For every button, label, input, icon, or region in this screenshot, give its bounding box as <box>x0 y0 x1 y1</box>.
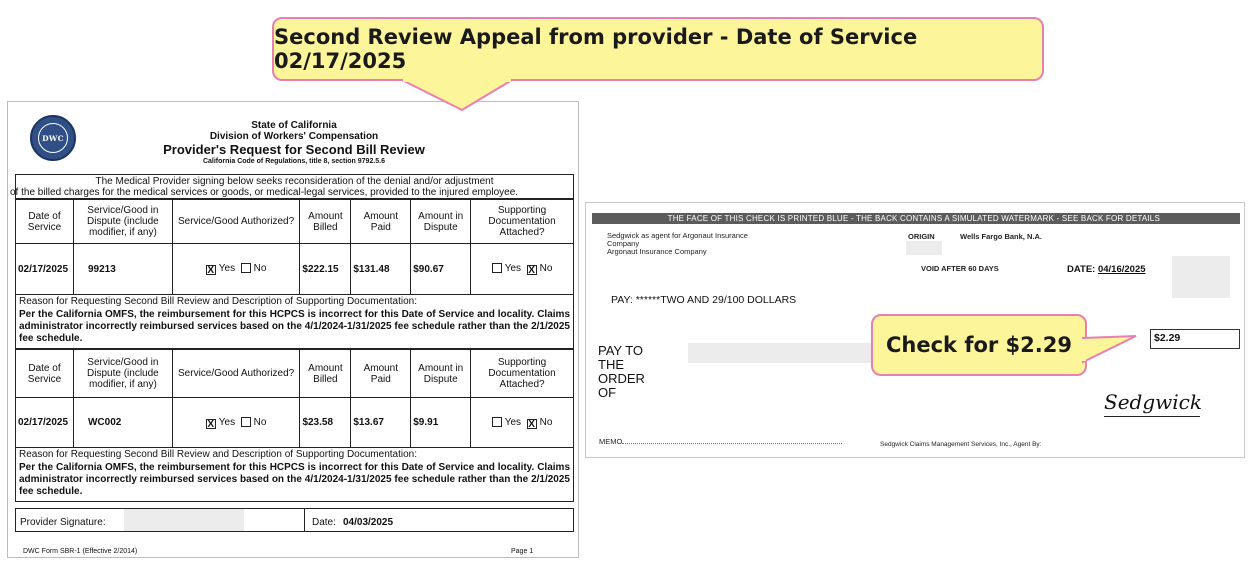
redacted-field <box>906 241 942 255</box>
col-billed: Amount Billed <box>300 200 351 244</box>
form-title: Provider's Request for Second Bill Review <box>163 142 425 157</box>
amount-billed: $23.58 <box>300 398 351 448</box>
signature-field[interactable] <box>124 509 244 531</box>
amount-paid: $131.48 <box>351 244 411 295</box>
col-billed: Amount Billed <box>300 350 351 398</box>
pay-amount-words: PAY: ******TWO AND 29/100 DOLLARS <box>611 294 797 306</box>
bank-name: Wells Fargo Bank, N.A. <box>960 232 1042 241</box>
authorized-yes-checkbox[interactable]: X <box>207 418 215 430</box>
service-date: 02/17/2025 <box>16 398 74 448</box>
docs-checkboxes[interactable]: Yes X No <box>471 244 574 295</box>
dwc-seal-logo: DWC <box>30 115 76 161</box>
check-callout <box>871 314 1087 376</box>
form-footer-id: DWC Form SBR-1 (Effective 2/2014) <box>23 548 138 555</box>
payee-redacted <box>688 343 878 363</box>
amount-dispute: $9.91 <box>411 398 471 448</box>
form-division: Division of Workers' Compensation <box>209 131 379 142</box>
docs-no-checkbox[interactable]: X <box>528 418 535 430</box>
signature-date: 04/03/2025 <box>343 517 394 528</box>
authorized-no-checkbox[interactable] <box>241 417 251 427</box>
reason-text: Per the California OMFS, the reimbursement for this HCPCS is incorrect for this Date of Service and locality. Claims administrator incorrectly reimbursed services based on the 4/1/2024-1/31/2025 fee schedule rather than the 2/1/2025 fee schedule. <box>19 462 570 497</box>
reason-label: Reason for Requesting Second Bill Review and Description of Supporting Documentation: <box>19 449 418 460</box>
authorized-yes-checkbox[interactable]: X <box>207 265 215 276</box>
dispute-table-1 <box>15 199 574 295</box>
memo-label: MEMO <box>599 437 623 446</box>
col-authorized: Service/Good Authorized? <box>172 350 300 398</box>
col-paid: Amount Paid <box>351 350 411 398</box>
agent-line: Sedgwick Claims Management Services, Inc., Agent By: <box>880 441 1042 448</box>
reason-label: Reason for Requesting Second Bill Review and Description of Supporting Documentation: <box>19 296 418 307</box>
col-dispute: Amount in Dispute <box>411 200 471 244</box>
reason-text: Per the California OMFS, the reimbursement for this HCPCS is incorrect for this Date of Service and locality. Claims administrator incorrectly reimbursed services based on the 4/1/2024-1/31/2025 fee schedule rather than the 2/1/2025 fee schedule. <box>19 309 570 344</box>
col-service: Service/Good in Dispute (include modifier, if any) <box>73 200 172 244</box>
docs-checkboxes[interactable]: Yes X No <box>471 398 574 448</box>
col-docs: Supporting Documentation Attached? <box>471 200 574 244</box>
col-docs: Supporting Documentation Attached? <box>471 350 574 398</box>
service-date: 02/17/2025 <box>16 244 74 295</box>
form-page-number: Page 1 <box>511 548 534 555</box>
authorized-checkboxes[interactable]: X Yes No <box>172 244 300 295</box>
origin-label: ORIGIN <box>908 232 935 241</box>
check-banner: THE FACE OF THIS CHECK IS PRINTED BLUE - THE BACK CONTAINS A SIMULATED WATERMARK - SEE BACK FOR DETAILS <box>592 213 1240 224</box>
amount-billed: $222.15 <box>300 244 351 295</box>
service-code: 99213 <box>73 244 172 295</box>
check-callout-text: Check for $2.29 <box>886 333 1072 357</box>
col-service: Service/Good in Dispute (include modifier, if any) <box>73 350 172 398</box>
check-amount-box: $2.29 <box>1150 329 1240 349</box>
void-notice: VOID AFTER 60 DAYS <box>921 264 999 273</box>
sedgwick-signature: Sedgwick <box>1104 390 1202 414</box>
col-date: Date of Service <box>16 350 74 398</box>
col-authorized: Service/Good Authorized? <box>172 200 300 244</box>
check-callout-pointer <box>1080 330 1140 370</box>
docs-no-checkbox[interactable]: X <box>528 265 535 276</box>
second-bill-review-form <box>7 101 579 558</box>
payer-info: Sedgwick as agent for Argonaut Insurance Company Argonaut Insurance Company <box>607 231 748 256</box>
col-date: Date of Service <box>16 200 74 244</box>
form-code: California Code of Regulations, title 8, section 9792.5.6 <box>202 158 386 165</box>
docs-yes-checkbox[interactable] <box>492 417 502 427</box>
pay-to-order: PAY TO THE ORDER OF <box>598 343 645 400</box>
col-paid: Amount Paid <box>351 200 411 244</box>
amount-dispute: $90.67 <box>411 244 471 295</box>
authorized-no-checkbox[interactable] <box>241 263 251 273</box>
form-state: State of California <box>251 120 337 131</box>
table-row <box>16 398 574 448</box>
reason-box-1 <box>15 294 574 349</box>
table-row <box>16 244 574 295</box>
authorized-checkboxes[interactable]: X Yes No <box>172 398 300 448</box>
amount-paid: $13.67 <box>351 398 411 448</box>
docs-yes-checkbox[interactable] <box>492 263 502 273</box>
dispute-table-2 <box>15 349 574 448</box>
date-label: Date: <box>312 517 336 528</box>
service-code: WC002 <box>73 398 172 448</box>
appeal-callout-text: Second Review Appeal from provider - Date of Service 02/17/2025 <box>274 25 918 73</box>
signature-label: Provider Signature: <box>20 517 106 528</box>
col-dispute: Amount in Dispute <box>411 350 471 398</box>
appeal-callout <box>272 17 1044 81</box>
signature-row <box>15 508 574 532</box>
callout-pointer <box>400 78 520 114</box>
reason-box-2 <box>15 447 574 502</box>
check-date: DATE: 04/16/2025 <box>1067 264 1146 275</box>
form-intro: The Medical Provider signing below seeks reconsideration of the denial and/or adjustment of the billed charges for the medical services or goods, or medical-legal services, provided to the injured employee. <box>15 174 574 199</box>
redacted-field <box>1172 256 1230 298</box>
